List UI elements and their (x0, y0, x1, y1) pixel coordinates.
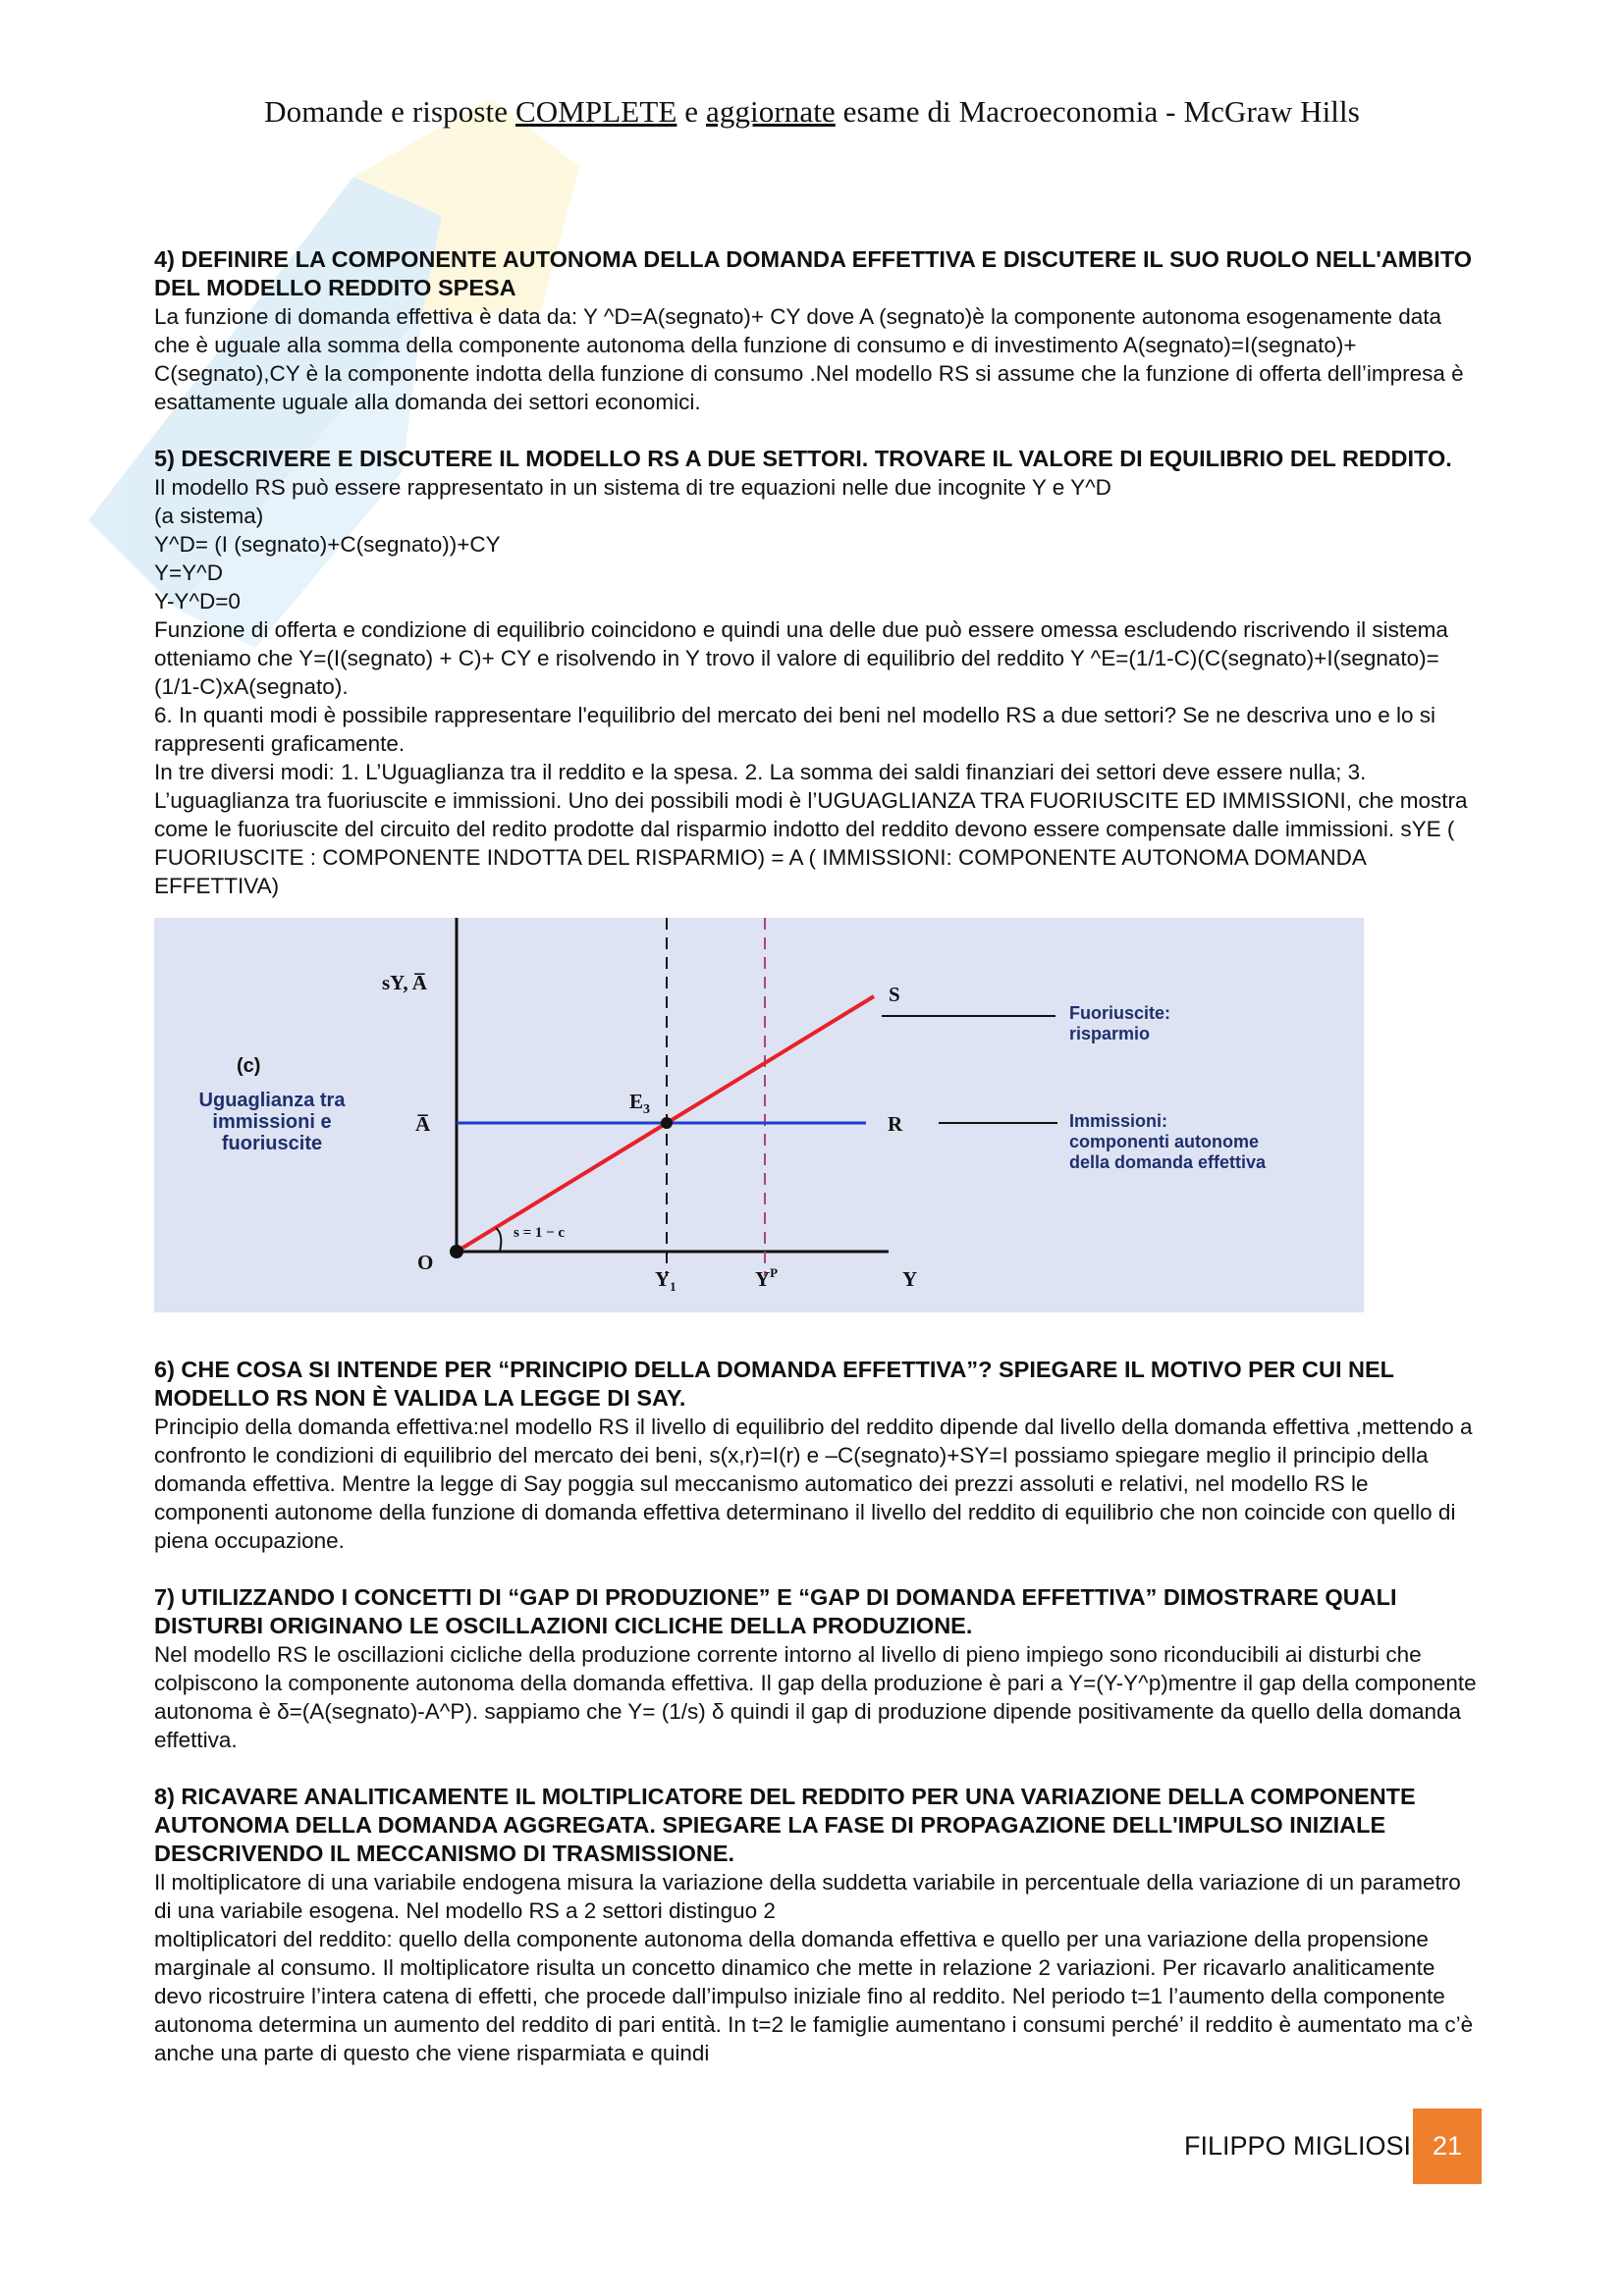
y-axis-label: sY, A̅ (382, 971, 427, 994)
section-5-line: Funzione di offerta e condizione di equilibrio coincidono e quindi una delle due può essere omessa escludendo riscrivendo il sistema otteniamo che Y=(I(segnato) + C)+ CY e risolvendo in Y trovo il valore di equilibrio del reddito Y ^E=(1/1-C)(C(segnato)+I(segnato)=(1/1-C)xA(segnato). (154, 617, 1448, 699)
section-5-line: (a sistema) (154, 504, 264, 528)
s-label: S (889, 983, 900, 1006)
r-label: R (888, 1112, 903, 1136)
section-8-title: 8) RICAVARE ANALITICAMENTE IL MOLTIPLICATORE DEL REDDITO PER UNA VARIAZIONE DELLA COMPONENTE AUTONOMA DELLA DOMANDA AGGREGATA. SPIEGARE LA FASE DI PROPAGAZIONE DELL'IMPULSO INIZIALE DESCRIVENDO IL MECCANISMO DI TRASMISSIONE. (154, 1784, 1416, 1866)
section-4 (154, 245, 1482, 416)
section-6 (154, 1356, 1482, 1555)
section-8-line: Il moltiplicatore di una variabile endogena misura la variazione della suddetta variabile in percentuale della variazione di un parametro di una variabile esogena. Nel modello RS a 2 settori distinguo 2 (154, 1870, 1461, 1923)
footer-author: FILIPPO MIGLIOSI (1184, 2131, 1412, 2161)
origin-label: O (417, 1251, 434, 1274)
panel-title-line: fuoriuscite (221, 1133, 323, 1154)
section-5-line: Il modello RS può essere rappresentato in un sistema di tre equazioni nelle due incognite Y e Y^D (154, 475, 1111, 500)
panel-title-line: Uguaglianza tra (198, 1090, 346, 1111)
a-bar-label: A̅ (415, 1112, 431, 1136)
slope-angle (496, 1228, 501, 1252)
eq-point-label: $E_3$ (629, 1090, 651, 1117)
section-6-title: 6) CHE COSA SI INTENDE PER “PRINCIPIO DELLA DOMANDA EFFETTIVA”? SPIEGARE IL MOTIVO PER CUI NEL MODELLO RS NON È VALIDA LA LEGGE DI SAY. (154, 1357, 1394, 1411)
immissioni-label: Immissioni: (1069, 1111, 1168, 1131)
page-header: Domande e risposte COMPLETE e aggiornate esame di Macroeconomia - McGraw Hills (264, 94, 1360, 129)
section-6-body: Principio della domanda effettiva:nel modello RS il livello di equilibrio del reddito dipende dal livello della domanda effettiva ,mettendo a confronto le condizioni di equilibrio del mercato dei beni, s(x,r)=I(r) e –C(segnato)+SY=I possiamo spiegare meglio il principio della domanda effettiva. Mentre la legge di Say poggia sul meccanismo automatico dei prezzi assoluti e relativi, nel modello RS le componenti autonome della funzione di domanda effettiva determinano il livello del reddito di equilibrio che non coincide con quello di piena occupazione. (154, 1415, 1473, 1553)
equilibrium-diagram (154, 918, 1364, 1312)
fuoriuscite-label: risparmio (1069, 1024, 1151, 1043)
section-8 (154, 1783, 1482, 2067)
section-5-line: Y-Y^D=0 (154, 589, 241, 614)
x-label-y1: $Y_1$ (655, 1267, 677, 1294)
section-7 (154, 1583, 1482, 1754)
x-label-yp: $Y^P$ (755, 1265, 779, 1291)
section-5 (154, 445, 1482, 900)
section-8-line: moltiplicatori del reddito: quello della componente autonoma della domanda effettiva e quello per una variazione della propensione marginale al consumo. Il moltiplicatore risulta un concetto dinamico che mette in relazione 2 variazioni. Per ricavarlo analiticamente devo ricostruire l’intera catena di effetti, che procede dall’impulso iniziale fino al reddito. Nel periodo t=1 l’aumento della componente autonoma determina un aumento del reddito di pari entità. In t=2 le famiglie aumentano i consumi perché’ il reddito è aumentato ma c’è anche una parte di questo che viene risparmiata e quindi (154, 1927, 1474, 2065)
section-5-line: 6. In quanti modi è possibile rappresentare l'equilibrio del mercato dei beni nel modello RS a due settori? Se ne descriva uno e lo si rappresenti graficamente. (154, 703, 1436, 756)
fuoriuscite-label: Fuoriuscite: (1069, 1003, 1171, 1023)
x-label-y: Y (902, 1267, 918, 1291)
panel-title-line: immissioni e (212, 1111, 332, 1133)
section-7-body: Nel modello RS le oscillazioni cicliche della produzione corrente intorno al livello di pieno impiego sono riconducibili ai disturbi che colpiscono la componente autonoma della domanda effettiva. Il gap della produzione è pari a Y=(Y-Y^p)mentre il gap della componente autonoma è δ=(A(segnato)-A^P). sappiamo che Y= (1/s) δ quindi il gap di produzione dipende positivamente da quello della domanda effettiva. (154, 1642, 1477, 1752)
section-5-title: 5) DESCRIVERE E DISCUTERE IL MODELLO RS A DUE SETTORI. TROVARE IL VALORE DI EQUILIBRIO DEL REDDITO. (154, 446, 1452, 471)
section-5-line: Y=Y^D (154, 561, 223, 585)
section-5-line: In tre diversi modi: 1. L’Uguaglianza tra il reddito e la spesa. 2. La somma dei saldi finanziari dei settori deve essere nulla; 3. L’uguaglianza tra fuoriuscite e immissioni. Uno dei possibili modi è l’UGUAGLIANZA TRA FUORIUSCITE ED IMMISSIONI, che mostra come le fuoriuscite del circuito del redito prodotte dal risparmio indotto del reddito devono essere compensate dalle immissioni. sYE ( FUORIUSCITE : COMPONENTE INDOTTA DEL RISPARMIO) = A ( IMMISSIONI: COMPONENTE AUTONOMA DOMANDA EFFETTIVA) (154, 760, 1468, 898)
slope-label: s = 1 − c (514, 1225, 566, 1241)
section-4-body: La funzione di domanda effettiva è data da: Y ^D=A(segnato)+ CY dove A (segnato)è la componente autonoma esogenamente data che è uguale alla somma della componente autonoma della funzione di consumo e di investimento A(segnato)=I(segnato)+ C(segnato),CY è la componente indotta della funzione di consumo .Nel modello RS si assume che la funzione di offerta dell’impresa è esattamente uguale alla domanda dei settori economici. (154, 304, 1464, 414)
panel-label: (c) (237, 1055, 261, 1077)
equilibrium-point (661, 1117, 673, 1129)
document-body (154, 245, 1482, 2096)
origin-point (450, 1245, 463, 1258)
section-5-line: Y^D= (I (segnato)+C(segnato))+CY (154, 532, 501, 557)
immissioni-label: della domanda effettiva (1069, 1152, 1267, 1172)
immissioni-label: componenti autonome (1069, 1132, 1259, 1151)
section-7-title: 7) UTILIZZANDO I CONCETTI DI “GAP DI PRODUZIONE” E “GAP DI DOMANDA EFFETTIVA” DIMOSTRARE QUALI DISTURBI ORIGINANO LE OSCILLAZIONI CICLICHE DELLA PRODUZIONE. (154, 1584, 1397, 1638)
equilibrium-figure (154, 918, 1364, 1312)
section-4-title: 4) DEFINIRE LA COMPONENTE AUTONOMA DELLA DOMANDA EFFETTIVA E DISCUTERE IL SUO RUOLO NELL'AMBITO DEL MODELLO REDDITO SPESA (154, 246, 1473, 300)
page-number-badge: 21 (1413, 2109, 1482, 2184)
